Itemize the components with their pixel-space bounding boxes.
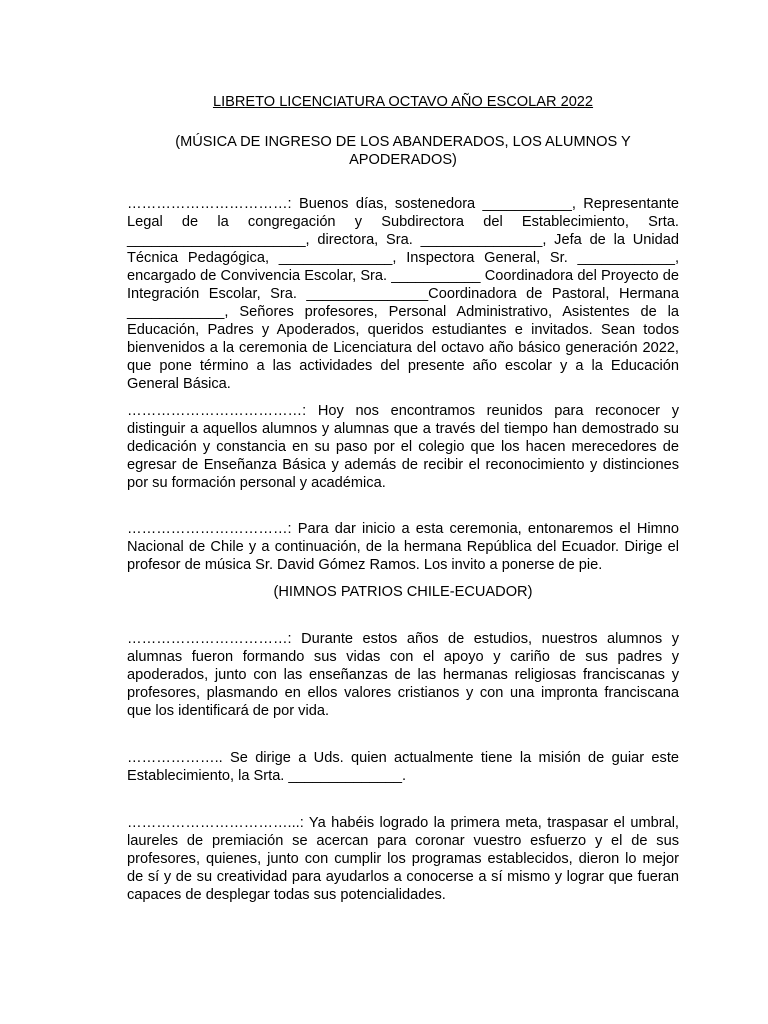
paragraph-welcome: ……………………………: Buenos días, sostenedora ___________, Representante Legal de la congregación y Subdirectora del Establecimiento, Srta. ______________________, directora, Sra. _______________, Jefa de la Unidad Técnica Pedagógica, ______________, Inspectora General, Sr. ____________, encargado de Convivencia Escolar, Sra. ___________ Coordinadora del Proyecto de Integración Escolar, Sra. _______________Coordinadora de Pastoral, Hermana ____________, Señores profesores, Personal Administrativo, Asistentes de la Educación, Padres y Apoderados, queridos estudiantes e invitados. Sean todos bienvenidos a la ceremonia de Licenciatura del octavo año básico generación 2022, que pone término a las actividades del presente año escolar y a la Educación General Básica. xyxy=(127,196,679,392)
document-title: LIBRETO LICENCIATURA OCTAVO AÑO ESCOLAR 2022 xyxy=(212,94,594,110)
paragraph-first-goal: ……………………………...: Ya habéis logrado la primera meta, traspasar el umbral, laureles de premiación se acercan para coronar vuestro esfuerzo y el de sus profesores, quienes, junto con cumplir los programas establecidos, dieron lo mejor de sí y de su creatividad para ayudarlos a conocerse a sí mismo y lograr que fueran capaces de desplegar todas sus potencialidades. xyxy=(127,815,679,903)
document-page xyxy=(127,0,679,904)
document-subtitle: (MÚSICA DE INGRESO DE LOS ABANDERADOS, LOS ALUMNOS Y APODERADOS) xyxy=(175,134,631,168)
paragraph-principal-address: ……………….. Se dirige a Uds. quien actualmente tiene la misión de guiar este Establecimiento, la Srta. ______________. xyxy=(127,750,679,784)
paragraph-years-of-study: ……………………………: Durante estos años de estudios, nuestros alumnos y alumnas fueron formando sus vidas con el apoyo y cariño de sus padres y apoderados, junto con las enseñanzas de las hermanas religiosas franciscanas y profesores, plasmando en ellos valores cristianos y con una impronta franciscana que los identificará de por vida. xyxy=(127,631,679,719)
paragraph-gathering: ………………………………: Hoy nos encontramos reunidos para reconocer y distinguir a aquellos alumnos y alumnas que a través del tiempo han demostrado su dedicación y constancia en su paso por el colegio que los hacen merecedores de egresar de Enseñanza Básica y además de recibir el reconocimiento y distinciones por su formación personal y académica. xyxy=(127,403,679,491)
hymn-label: (HIMNOS PATRIOS CHILE-ECUADOR) xyxy=(273,584,533,600)
paragraph-anthem-intro: ……………………………: Para dar inicio a esta ceremonia, entonaremos el Himno Nacional de Chile y a continuación, de la hermana República del Ecuador. Dirige el profesor de música Sr. David Gómez Ramos. Los invito a ponerse de pie. xyxy=(127,521,679,573)
